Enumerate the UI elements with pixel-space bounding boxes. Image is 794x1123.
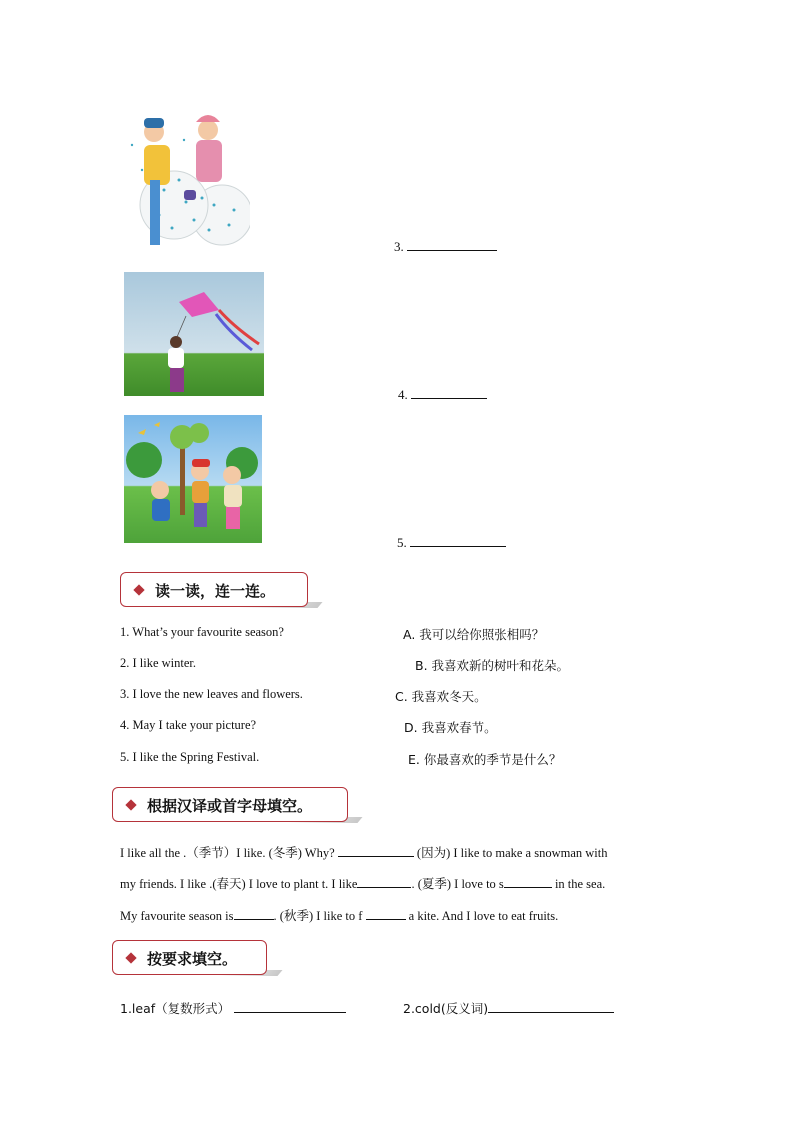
answer-blank-summer[interactable] (357, 875, 411, 888)
blank-5: 5. (397, 534, 506, 551)
tree-planting-illustration (124, 415, 262, 543)
blank-4: 4. (398, 386, 487, 403)
answer-blank-cold-antonym[interactable] (488, 1000, 614, 1013)
fill-line-2: my friends. I like .(春天) I love to plant t. I like . (夏季) I love to s in the sea. (120, 877, 606, 891)
match-left-4: 4. May I take your picture? (120, 718, 257, 732)
diamond-bullet-icon (133, 584, 144, 595)
tree-planting-picture (124, 415, 262, 543)
blank-3: 3. (394, 238, 497, 255)
header-box (120, 572, 308, 607)
answer-blank-fly[interactable] (366, 907, 406, 920)
answer-blank-because[interactable] (338, 844, 414, 857)
match-right-c: C. 我喜欢冬天。 (395, 689, 487, 704)
answer-line-3[interactable] (407, 238, 497, 251)
match-right-b: B. 我喜欢新的树叶和花朵。 (415, 658, 570, 673)
kite-flying-picture (124, 272, 264, 396)
diamond-bullet-icon (125, 799, 136, 810)
fill-line-3: My favourite season is . (秋季) I like to f a kite. And I love to eat fruits. (120, 909, 559, 923)
section-title: 读一读，连一连。 (155, 582, 276, 600)
answer-line-4[interactable] (411, 386, 487, 399)
diamond-bullet-icon (125, 952, 136, 963)
requirement-2: 2.cold(反义词) (403, 999, 614, 1017)
section-header-requirements (112, 940, 282, 977)
match-right-a: A. 我可以给你照张相吗？ (403, 627, 545, 642)
header-box (112, 940, 267, 975)
header-box (112, 787, 348, 822)
section-header-fill (112, 787, 362, 824)
answer-blank-swim[interactable] (504, 875, 552, 888)
answer-blank-leaf-plural[interactable] (234, 1000, 346, 1013)
match-right-d: D. 我喜欢春节。 (404, 720, 497, 735)
answer-blank-autumn[interactable] (234, 907, 274, 920)
winter-snowman-illustration (124, 110, 250, 248)
section-title: 根据汉译或首字母填空。 (147, 797, 313, 815)
match-left-1: 1. What’s your favourite season? (120, 625, 284, 639)
winter-snowman-picture (124, 110, 250, 248)
answer-line-5[interactable] (410, 534, 506, 547)
match-left-2: 2. I like winter. (120, 656, 197, 670)
fill-line-1: I like all the .（季节）I like. (冬季) Why? (因为) I like to make a snowman with (120, 846, 608, 860)
requirement-1: 1.leaf（复数形式） (120, 999, 346, 1017)
section-title: 按要求填空。 (147, 950, 238, 968)
match-left-3: 3. I love the new leaves and flowers. (120, 687, 303, 701)
section-header-match (120, 572, 320, 609)
match-left-5: 5. I like the Spring Festival. (120, 750, 260, 764)
kite-illustration (124, 272, 264, 396)
match-right-e: E. 你最喜欢的季节是什么？ (408, 752, 562, 767)
